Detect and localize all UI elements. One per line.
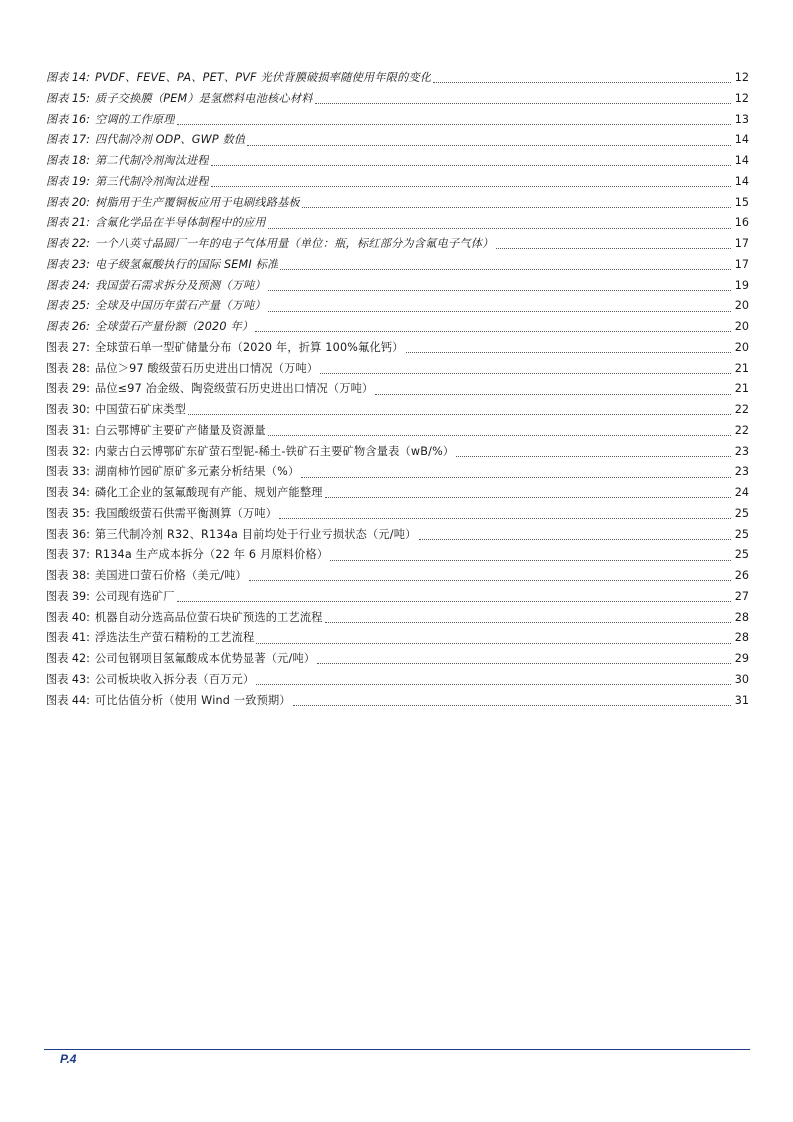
toc-leader-dots: [177, 123, 731, 125]
toc-entry-title: 全球及中国历年萤石产量（万吨）: [94, 299, 266, 313]
toc-entry-title: PVDF、FEVE、PA、PET、PVF 光伏背膜破损率随使用年限的变化: [94, 71, 432, 84]
toc-entry-prefix: 图表 36:: [46, 527, 90, 541]
toc-leader-dots: [188, 413, 731, 415]
toc-entry-title: 公司板块收入拆分表（百万元）: [94, 672, 255, 686]
toc-leader-dots: [268, 289, 731, 291]
toc-entry-page-number: 14: [734, 174, 749, 188]
toc-leader-dots: [456, 455, 731, 457]
toc-entry[interactable]: [46, 317, 749, 338]
toc-entry-page-number: 17: [734, 237, 749, 250]
toc-entry-page-number: 17: [734, 257, 749, 271]
toc-entry-title: 第三代制冷剂淘汰进程: [94, 174, 209, 188]
toc-entry-prefix: 图表 27:: [46, 340, 90, 354]
toc-entry[interactable]: [46, 359, 749, 380]
toc-leader-dots: [280, 268, 731, 270]
toc-entry-page-number: 22: [734, 403, 749, 416]
toc-entry-title: 公司现有选矿厂: [94, 589, 175, 603]
toc-leader-dots: [177, 600, 731, 602]
toc-entry[interactable]: [46, 442, 749, 463]
toc-entry[interactable]: [46, 68, 749, 89]
toc-entry[interactable]: [46, 193, 749, 214]
toc-entry[interactable]: [46, 649, 749, 670]
toc-entry-title: 磷化工企业的氢氟酸现有产能、规划产能整理: [94, 486, 323, 499]
toc-entry[interactable]: [46, 525, 749, 546]
toc-entry-page-number: 20: [734, 320, 749, 333]
toc-entry-prefix: 图表 32:: [46, 444, 90, 458]
toc-entry[interactable]: [46, 296, 749, 317]
toc-leader-dots: [249, 579, 731, 581]
toc-leader-dots: [268, 434, 731, 436]
toc-entry-title: 机器自动分选高品位萤石块矿预选的工艺流程: [94, 610, 323, 624]
footer-rule: [44, 1049, 750, 1050]
toc-entry[interactable]: [46, 130, 749, 151]
toc-entry[interactable]: [46, 276, 749, 297]
toc-entry-page-number: 29: [734, 652, 749, 665]
toc-entry-page-number: 20: [734, 340, 749, 354]
toc-entry[interactable]: [46, 483, 749, 504]
toc-entry-page-number: 22: [734, 423, 749, 437]
toc-entry[interactable]: [46, 213, 749, 234]
toc-entry-page-number: 26: [734, 569, 749, 582]
toc-entry-page-number: 14: [734, 133, 749, 147]
toc-entry-page-number: 21: [734, 382, 749, 396]
toc-entry-prefix: 图表 26:: [46, 320, 90, 333]
toc-entry[interactable]: [46, 110, 749, 131]
toc-entry[interactable]: [46, 462, 749, 483]
toc-leader-dots: [325, 496, 731, 498]
toc-leader-dots: [256, 683, 731, 685]
toc-entry-prefix: 图表 24:: [46, 278, 90, 292]
toc-entry-title: 全球萤石产量份额（2020 年）: [94, 320, 254, 333]
toc-leader-dots: [302, 206, 731, 208]
toc-entry-prefix: 图表 21:: [46, 216, 90, 230]
toc-leader-dots: [256, 642, 731, 644]
toc-entry-title: 空调的工作原理: [94, 112, 175, 126]
toc-entry-prefix: 图表 37:: [46, 548, 90, 562]
toc-entry[interactable]: [46, 338, 749, 359]
toc-entry-title: 我国萤石需求拆分及预测（万吨）: [94, 278, 266, 292]
toc-entry-title: 美国进口萤石价格（美元/吨）: [94, 569, 247, 582]
toc-entry-page-number: 23: [734, 444, 749, 458]
toc-entry[interactable]: [46, 234, 749, 255]
toc-leader-dots: [496, 247, 731, 249]
toc-leader-dots: [293, 704, 731, 706]
toc-entry-page-number: 27: [734, 589, 749, 603]
toc-leader-dots: [279, 517, 731, 519]
toc-entry-title: 第二代制冷剂淘汰进程: [94, 154, 209, 167]
toc-entry-title: 公司包钢项目氢氟酸成本优势显著（元/吨）: [94, 652, 316, 665]
toc-entry-prefix: 图表 18:: [46, 154, 90, 167]
toc-entry-page-number: 24: [734, 486, 749, 499]
table-of-figures: [46, 68, 749, 711]
toc-leader-dots: [419, 538, 731, 540]
toc-entry[interactable]: [46, 151, 749, 172]
toc-leader-dots: [301, 476, 731, 478]
toc-entry-prefix: 图表 31:: [46, 423, 90, 437]
toc-entry-page-number: 14: [734, 154, 749, 167]
toc-entry[interactable]: [46, 566, 749, 587]
toc-entry-page-number: 12: [734, 91, 749, 105]
toc-leader-dots: [268, 227, 731, 229]
toc-leader-dots: [406, 351, 731, 353]
toc-entry-prefix: 图表 22:: [46, 237, 90, 250]
toc-entry-page-number: 15: [734, 195, 749, 209]
page-number: P.4: [60, 1052, 77, 1066]
toc-entry[interactable]: [46, 421, 749, 442]
toc-leader-dots: [433, 81, 731, 83]
toc-entry-prefix: 图表 35:: [46, 506, 90, 520]
toc-entry-title: 一个八英寸晶圆厂一年的电子气体用量（单位：瓶，标红部分为含氟电子气体）: [94, 237, 494, 250]
toc-entry-title: 质子交换膜（PEM）是氢燃料电池核心材料: [94, 91, 313, 105]
toc-entry-prefix: 图表 16:: [46, 112, 90, 126]
toc-entry-prefix: 图表 25:: [46, 299, 90, 313]
toc-entry-prefix: 图表 39:: [46, 589, 90, 603]
toc-entry[interactable]: [46, 172, 749, 193]
toc-entry-prefix: 图表 19:: [46, 174, 90, 188]
toc-entry[interactable]: [46, 255, 749, 276]
toc-entry-prefix: 图表 30:: [46, 403, 90, 416]
toc-entry[interactable]: [46, 608, 749, 629]
toc-entry-page-number: 30: [734, 672, 749, 686]
toc-entry-title: 浮选法生产萤石精粉的工艺流程: [94, 631, 255, 645]
toc-entry-prefix: 图表 23:: [46, 257, 90, 271]
toc-entry-page-number: 21: [734, 361, 749, 375]
toc-entry-title: 含氟化学品在半导体制程中的应用: [94, 216, 266, 230]
toc-leader-dots: [317, 662, 731, 664]
toc-entry-title: 我国酸级萤石供需平衡测算（万吨）: [94, 506, 278, 520]
toc-entry-page-number: 19: [734, 278, 749, 292]
toc-leader-dots: [325, 621, 731, 623]
toc-entry-page-number: 31: [734, 693, 749, 707]
toc-entry-page-number: 12: [734, 71, 749, 84]
toc-leader-dots: [375, 393, 731, 395]
toc-entry-page-number: 25: [734, 527, 749, 541]
toc-entry-title: 可比估值分析（使用 Wind 一致预期）: [94, 693, 291, 707]
toc-leader-dots: [320, 372, 731, 374]
toc-entry-prefix: 图表 28:: [46, 361, 90, 375]
toc-entry-title: 第三代制冷剂 R32、R134a 目前均处于行业亏损状态（元/吨）: [94, 527, 417, 541]
toc-entry[interactable]: [46, 545, 749, 566]
toc-entry-page-number: 28: [734, 610, 749, 624]
toc-leader-dots: [247, 144, 731, 146]
toc-entry-page-number: 16: [734, 216, 749, 230]
toc-entry[interactable]: [46, 691, 749, 712]
toc-entry-prefix: 图表 15:: [46, 91, 90, 105]
toc-entry-prefix: 图表 42:: [46, 652, 90, 665]
toc-entry-title: 电子级氢氟酸执行的国际 SEMI 标准: [94, 257, 279, 271]
toc-entry-title: 内蒙古白云博鄂矿东矿萤石型铌-稀土-铁矿石主要矿物含量表（wB/%）: [94, 444, 455, 458]
toc-entry-page-number: 23: [734, 465, 749, 479]
toc-entry-page-number: 25: [734, 506, 749, 520]
toc-entry[interactable]: [46, 504, 749, 525]
toc-entry-title: 树脂用于生产覆铜板应用于电刷线路基板: [94, 195, 300, 209]
toc-leader-dots: [330, 559, 731, 561]
toc-entry-page-number: 25: [734, 548, 749, 562]
toc-entry-title: 品位＞97 酸级萤石历史进出口情况（万吨）: [94, 361, 319, 375]
toc-entry[interactable]: [46, 89, 749, 110]
toc-entry-prefix: 图表 33:: [46, 465, 90, 479]
toc-entry-prefix: 图表 34:: [46, 486, 90, 499]
toc-entry[interactable]: [46, 379, 749, 400]
toc-entry[interactable]: [46, 628, 749, 649]
toc-entry-page-number: 20: [734, 299, 749, 313]
toc-entry-page-number: 13: [734, 112, 749, 126]
toc-leader-dots: [315, 102, 731, 104]
toc-entry-prefix: 图表 20:: [46, 195, 90, 209]
toc-entry[interactable]: [46, 400, 749, 421]
toc-entry-prefix: 图表 17:: [46, 133, 90, 147]
toc-entry-page-number: 28: [734, 631, 749, 645]
toc-entry-title: 白云鄂博矿主要矿产储量及资源量: [94, 423, 266, 437]
toc-leader-dots: [255, 330, 731, 332]
toc-entry-prefix: 图表 38:: [46, 569, 90, 582]
toc-entry-prefix: 图表 14:: [46, 71, 90, 84]
toc-leader-dots: [268, 310, 731, 312]
toc-entry-title: R134a 生产成本拆分（22 年 6 月原料价格）: [94, 548, 329, 562]
toc-entry-title: 品位≤97 冶金级、陶瓷级萤石历史进出口情况（万吨）: [94, 382, 374, 396]
toc-entry-prefix: 图表 44:: [46, 693, 90, 707]
toc-entry[interactable]: [46, 587, 749, 608]
toc-entry[interactable]: [46, 670, 749, 691]
toc-leader-dots: [211, 185, 731, 187]
toc-entry-prefix: 图表 29:: [46, 382, 90, 396]
toc-entry-prefix: 图表 41:: [46, 631, 90, 645]
toc-entry-title: 全球萤石单一型矿储量分布（2020 年，折算 100%氟化钙）: [94, 340, 404, 354]
toc-entry-title: 中国萤石矿床类型: [94, 403, 187, 416]
toc-entry-title: 四代制冷剂 ODP、GWP 数值: [94, 133, 246, 147]
toc-entry-prefix: 图表 40:: [46, 610, 90, 624]
toc-entry-prefix: 图表 43:: [46, 672, 90, 686]
toc-entry-title: 湖南柿竹园矿原矿多元素分析结果（%）: [94, 465, 300, 479]
toc-leader-dots: [211, 164, 731, 166]
